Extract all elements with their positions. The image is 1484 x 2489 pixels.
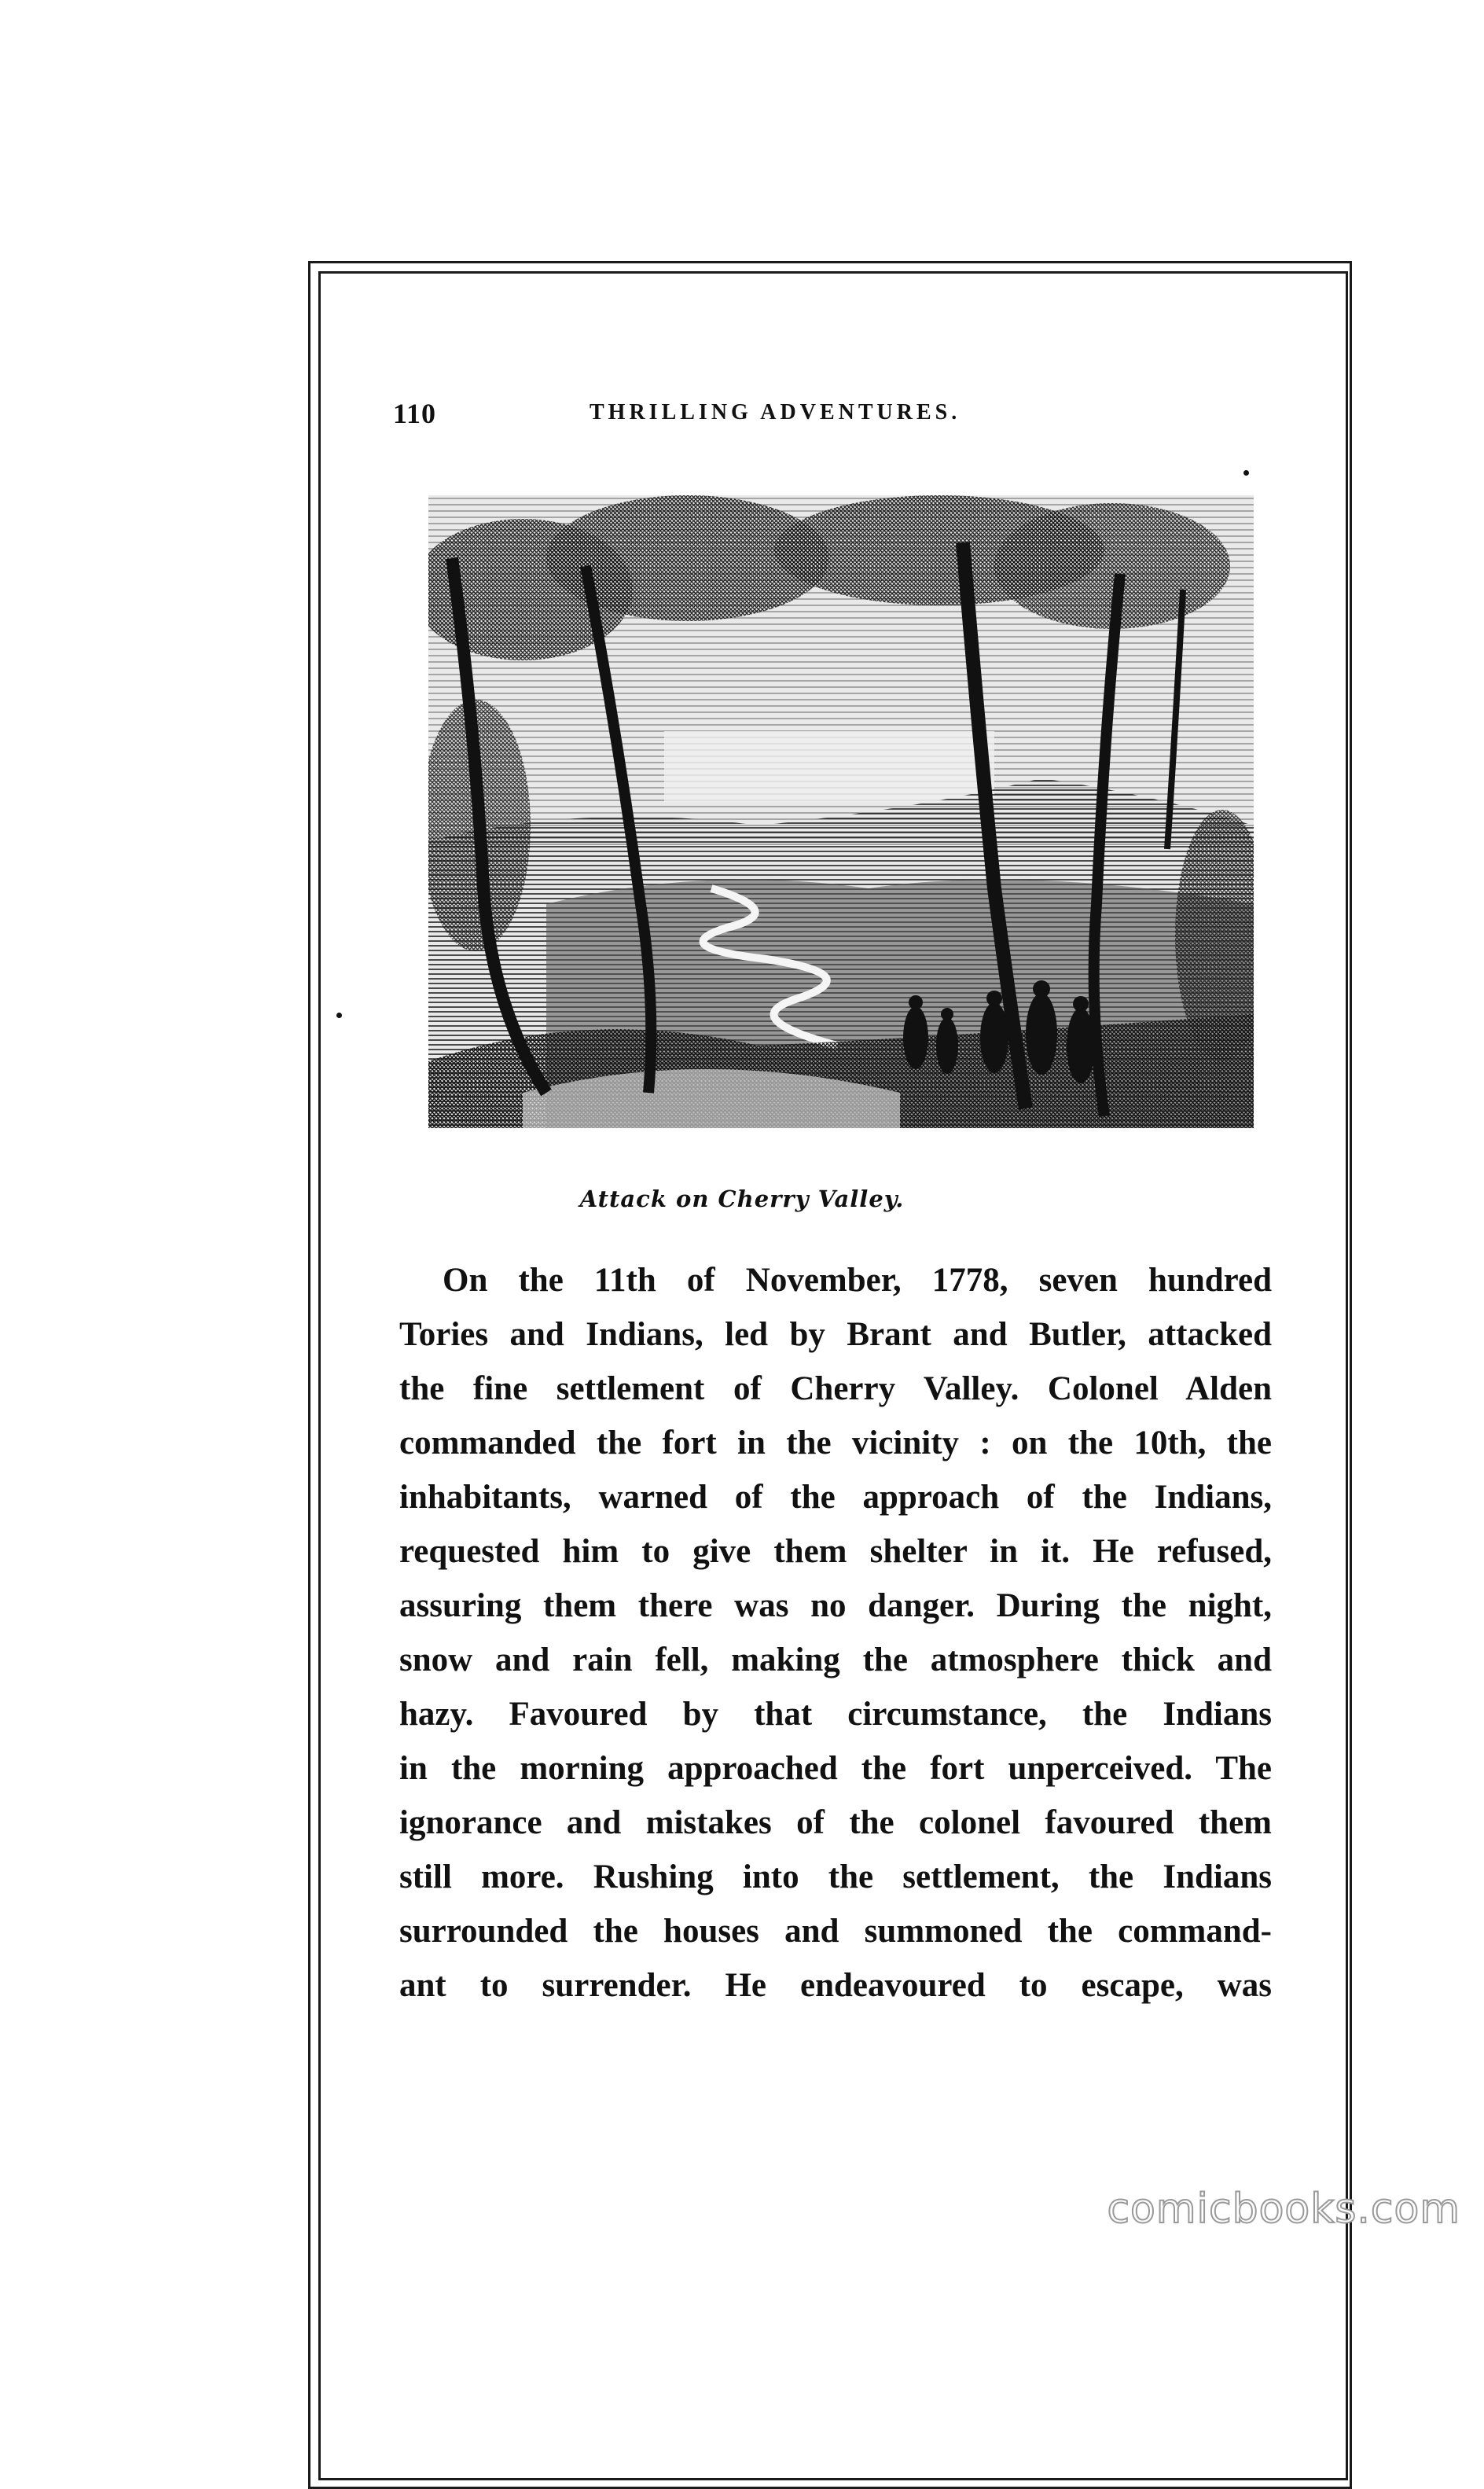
text-line: On the 11th of November, 1778, seven hundred xyxy=(443,1262,1272,1299)
page-number: 110 xyxy=(393,398,437,429)
watermark-logo: comicbooks.com xyxy=(1107,2186,1460,2233)
stray-dot-left xyxy=(336,1013,342,1018)
text-line: still more. Rushing into the settlement, the Indians xyxy=(399,1858,1272,1895)
text-line: the fine settlement of Cherry Valley. Colonel Alden xyxy=(399,1370,1272,1407)
text-line: inhabitants, warned of the approach of the Indians, xyxy=(399,1479,1272,1516)
running-head xyxy=(393,397,1265,436)
text-line: hazy. Favoured by that circumstance, the Indians xyxy=(399,1696,1272,1733)
book-title: THRILLING ADVENTURES. xyxy=(590,400,961,425)
stray-dot-top xyxy=(1243,470,1249,476)
body-text xyxy=(399,1253,1272,2013)
illustration-caption: Attack on Cherry Valley. xyxy=(579,1186,905,1212)
text-line: Tories and Indians, led by Brant and Butler, attacked xyxy=(399,1316,1272,1353)
text-line: in the morning approached the fort unperceived. The xyxy=(399,1750,1272,1787)
text-line: requested him to give them shelter in it. He refused, xyxy=(399,1533,1272,1570)
text-line: assuring them there was no danger. During the night, xyxy=(399,1587,1272,1624)
text-line: ant to surrender. He endeavoured to escape, was xyxy=(399,1967,1272,2004)
engraving-illustration xyxy=(428,495,1254,1128)
text-line: ignorance and mistakes of the colonel favoured them xyxy=(399,1804,1272,1841)
text-line: surrounded the houses and summoned the command- xyxy=(399,1913,1272,1950)
text-line: commanded the fort in the vicinity : on the 10th, the xyxy=(399,1425,1272,1461)
text-line: snow and rain fell, making the atmosphere thick and xyxy=(399,1642,1272,1678)
